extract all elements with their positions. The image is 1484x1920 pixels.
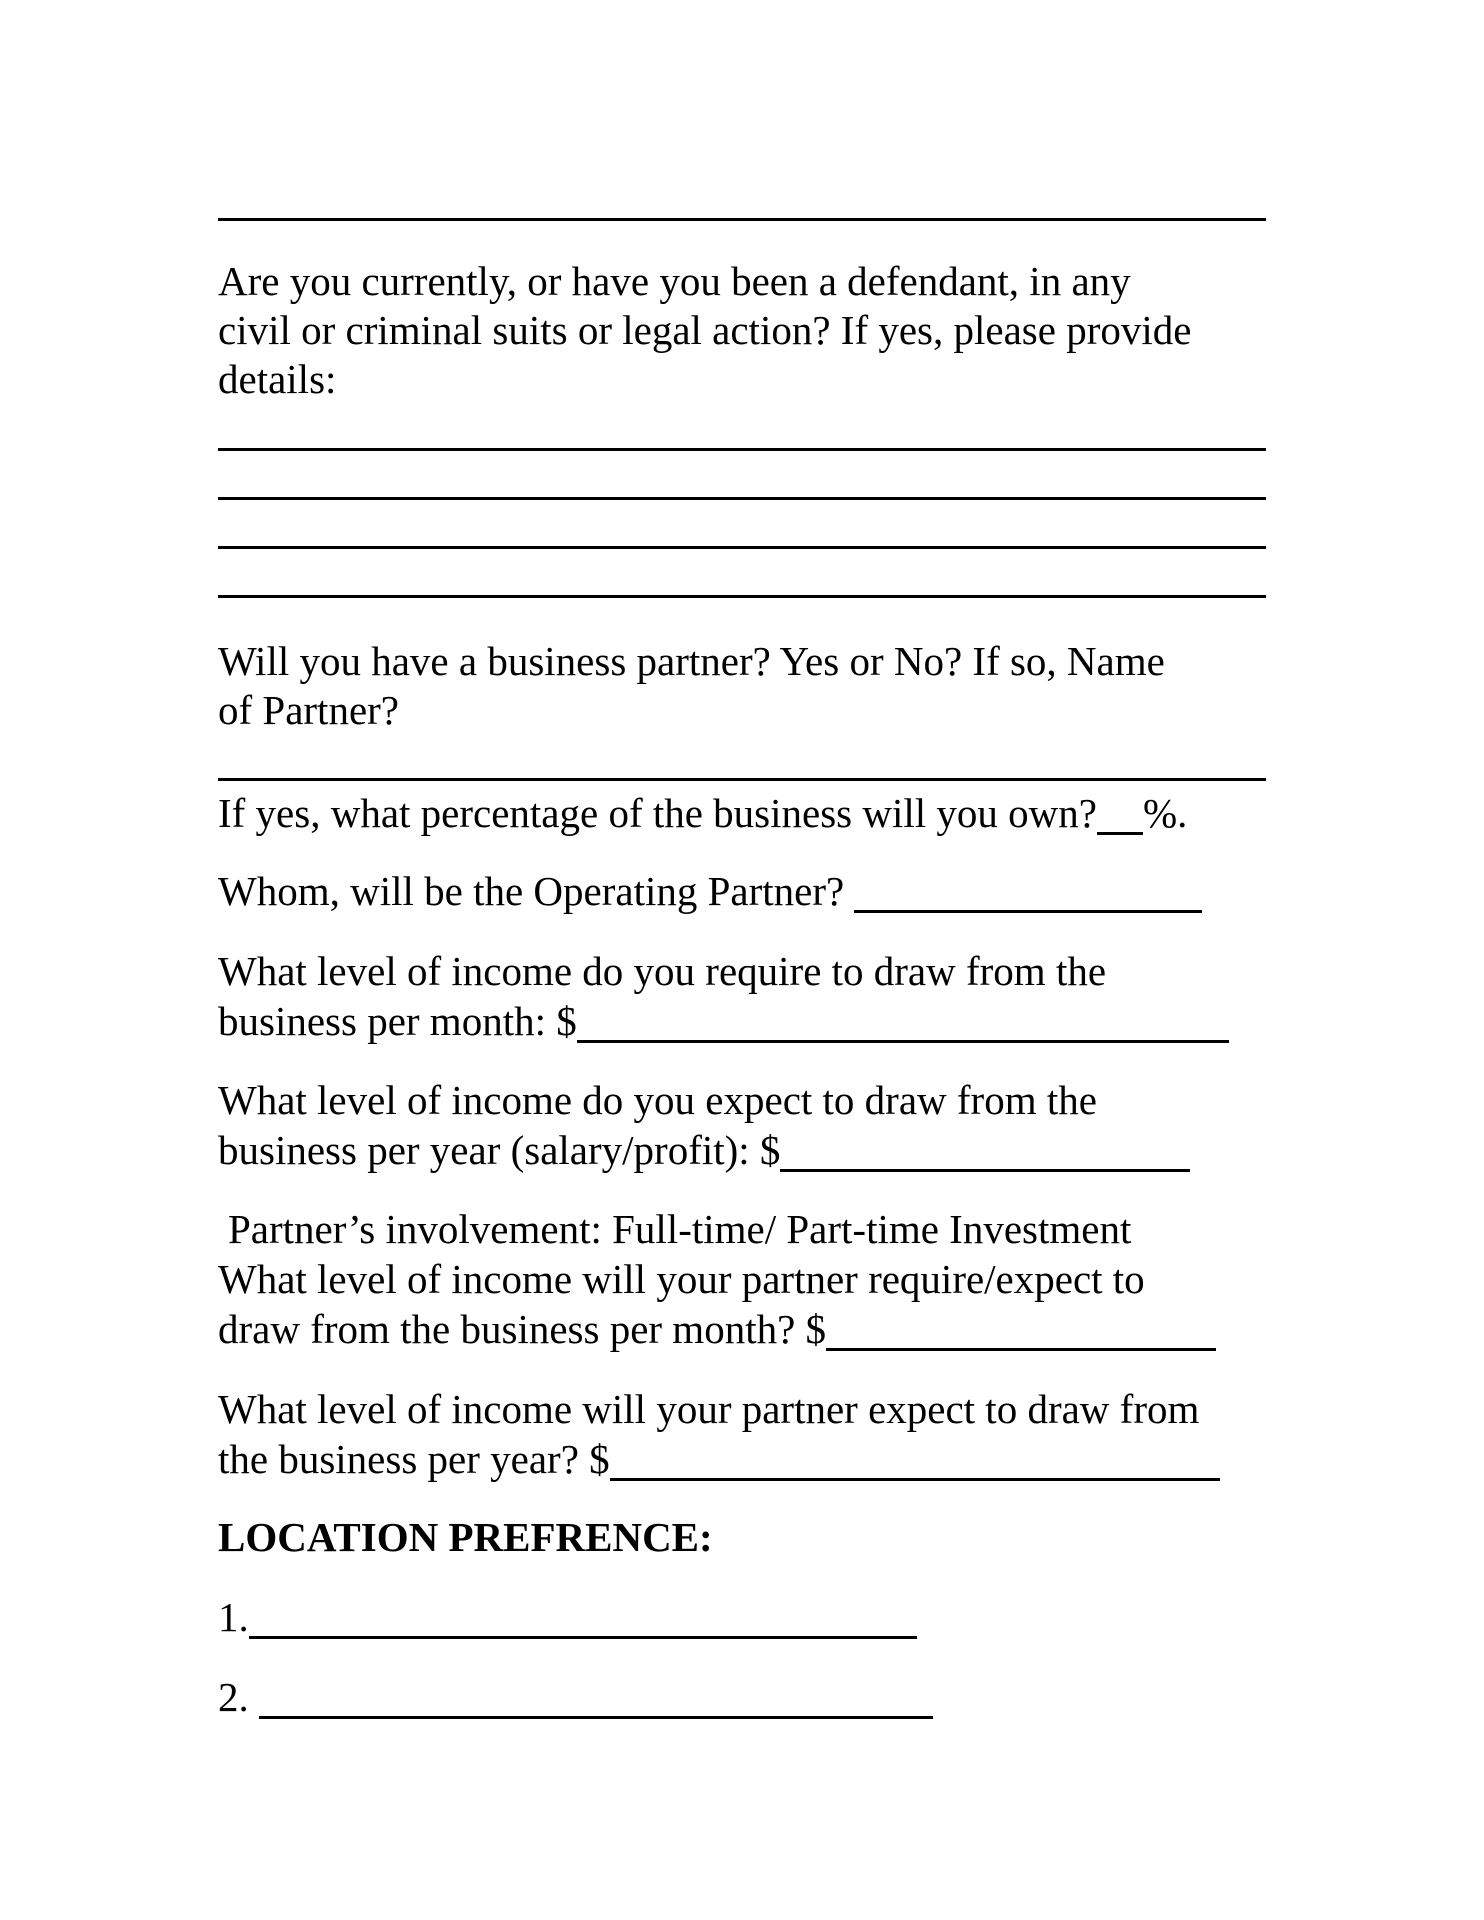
location-preference-heading: LOCATION PREFRENCE: [218, 1514, 713, 1560]
partner-year-text: the business per year? $ [218, 1436, 610, 1482]
income-year-text: business per year (salary/profit): $ [218, 1127, 781, 1173]
percentage-question [218, 788, 1187, 838]
partner-month-text: draw from the business per month? $ [218, 1306, 827, 1352]
percentage-blank[interactable] [1097, 798, 1143, 835]
percentage-suffix: %. [1142, 790, 1188, 836]
income-month-line-2 [218, 996, 1229, 1046]
income-year-line-2 [218, 1125, 1190, 1175]
income-month-line-1: What level of income do you require to draw from the [218, 948, 1107, 994]
partner-year-line-1: What level of income will your partner expect to draw from [218, 1386, 1200, 1432]
operating-partner-text: Whom, will be the Operating Partner? [218, 868, 845, 914]
legal-question-line-3: details: [218, 356, 337, 402]
legal-question-line-2: civil or criminal suits or legal action? If yes, please provide [218, 307, 1192, 353]
partner-involvement-line-2: What level of income will your partner require/expect to [218, 1256, 1145, 1302]
legal-question-line-1: Are you currently, or have you been a defendant, in any [218, 258, 1131, 304]
partner-month-blank[interactable] [826, 1314, 1216, 1351]
answer-line-top[interactable] [218, 218, 1266, 221]
income-year-line-1: What level of income do you expect to draw from the [218, 1077, 1097, 1123]
legal-answer-line-2[interactable] [218, 497, 1266, 500]
partner-involvement-line-3 [218, 1304, 1216, 1354]
location-item-2 [218, 1672, 933, 1722]
partner-name-answer-line[interactable] [218, 778, 1266, 781]
income-month-blank[interactable] [577, 1006, 1229, 1043]
legal-answer-line-3[interactable] [218, 546, 1266, 549]
location-item-1-blank[interactable] [249, 1602, 917, 1639]
operating-partner-question [218, 866, 1202, 916]
location-item-2-number: 2. [218, 1674, 249, 1720]
operating-partner-blank[interactable] [854, 876, 1202, 913]
partner-involvement-line-1: Partner’s involvement: Full-time/ Part-time Investment [228, 1206, 1132, 1252]
income-month-text: business per month: $ [218, 998, 577, 1044]
location-item-1 [218, 1592, 917, 1642]
location-item-1-number: 1. [218, 1594, 249, 1640]
partner-question-line-1: Will you have a business partner? Yes or No? If so, Name [218, 638, 1165, 684]
partner-year-blank[interactable] [610, 1444, 1220, 1481]
form-page [218, 0, 1268, 1920]
percentage-question-text: If yes, what percentage of the business will you own? [218, 790, 1097, 836]
location-item-2-blank[interactable] [259, 1682, 933, 1719]
income-year-blank[interactable] [780, 1135, 1190, 1172]
partner-question-line-2: of Partner? [218, 687, 399, 733]
legal-answer-line-1[interactable] [218, 448, 1266, 451]
legal-answer-line-4[interactable] [218, 595, 1266, 598]
partner-year-line-2 [218, 1434, 1220, 1484]
